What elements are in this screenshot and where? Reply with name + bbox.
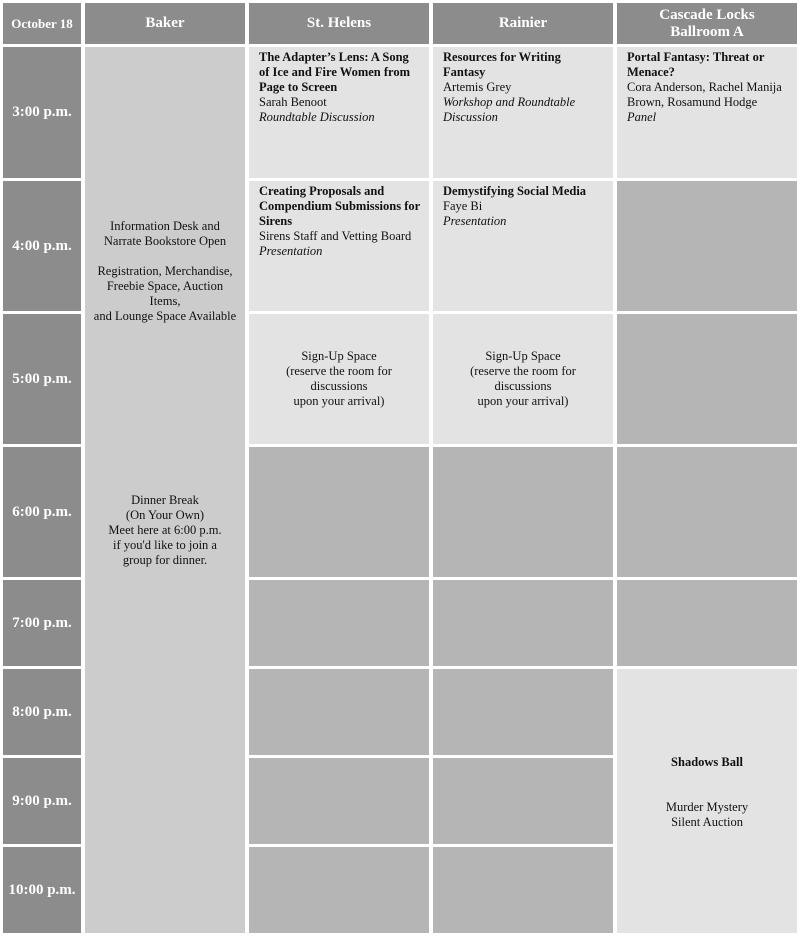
empty-cell-rainier-7pm: [433, 580, 613, 666]
signup-line3: upon your arrival): [293, 394, 385, 408]
cascade-header-line2: Ballroom A: [670, 23, 744, 40]
session-rainier-4pm: [433, 181, 613, 311]
room-header-cascade-locks: [617, 3, 797, 44]
session-presenter: Sirens Staff and Vetting Board: [259, 229, 412, 243]
baker-info-line5: and Lounge Space Available: [93, 309, 237, 323]
empty-cell-st-helens-7pm: [249, 580, 429, 666]
baker-info-block: [85, 219, 245, 324]
room-header-st-helens: St. Helens: [249, 3, 429, 44]
room-header-rainier: Rainier: [433, 3, 613, 44]
ball-title: Shadows Ball: [671, 755, 743, 769]
baker-column: [85, 47, 245, 933]
empty-cell-st-helens-8pm: [249, 669, 429, 755]
empty-cell-rainier-8pm: [433, 669, 613, 755]
empty-cell-st-helens-6pm: [249, 447, 429, 577]
ball-content: [617, 755, 797, 830]
signup-line2: (reserve the room for discussions: [470, 364, 576, 393]
session-title: Portal Fantasy: Threat or Menace?: [627, 50, 765, 79]
session-title: Resources for Writing Fantasy: [443, 50, 561, 79]
empty-cell-cascade-5pm: [617, 314, 797, 444]
time-slot-5pm: 5:00 p.m.: [3, 314, 81, 444]
signup-line1: Sign-Up Space: [485, 349, 561, 363]
session-format: Roundtable Discussion: [259, 110, 375, 124]
empty-cell-cascade-7pm: [617, 580, 797, 666]
signup-line3: upon your arrival): [477, 394, 569, 408]
session-st-helens-3pm: [249, 47, 429, 178]
time-slot-9pm: 9:00 p.m.: [3, 758, 81, 844]
time-slot-8pm: 8:00 p.m.: [3, 669, 81, 755]
session-presenter: Faye Bi: [443, 199, 483, 213]
dinner-line2: (On Your Own): [125, 508, 205, 522]
time-slot-3pm: 3:00 p.m.: [3, 47, 81, 178]
empty-cell-st-helens-9pm: [249, 758, 429, 844]
ball-line1: Murder Mystery: [665, 800, 749, 814]
time-slot-7pm: 7:00 p.m.: [3, 580, 81, 666]
session-title: Creating Proposals and Compendium Submissions for Sirens: [259, 184, 420, 228]
time-slot-4pm: 4:00 p.m.: [3, 181, 81, 311]
shadows-ball-event: [617, 669, 797, 933]
signup-rainier-5pm: [433, 314, 613, 444]
session-st-helens-4pm: [249, 181, 429, 311]
session-format: Presentation: [259, 244, 323, 258]
signup-line1: Sign-Up Space: [301, 349, 377, 363]
session-presenter: Artemis Grey: [443, 80, 512, 94]
dinner-line4: if you'd like to join a: [113, 538, 217, 552]
session-format: Workshop and Roundtable Discussion: [443, 95, 576, 124]
baker-dinner-block: [85, 493, 245, 568]
room-header-baker: Baker: [85, 3, 245, 44]
ball-line2: Silent Auction: [671, 815, 743, 829]
time-slot-10pm: 10:00 p.m.: [3, 847, 81, 933]
session-format: Panel: [627, 110, 657, 124]
baker-info-line4: Freebie Space, Auction Items,: [106, 279, 224, 308]
session-presenter: Sarah Benoot: [259, 95, 327, 109]
signup-st-helens-5pm: [249, 314, 429, 444]
baker-info-line2: Narrate Bookstore Open: [103, 234, 227, 248]
dinner-line5: group for dinner.: [122, 553, 208, 567]
signup-line2: (reserve the room for discussions: [286, 364, 392, 393]
empty-cell-rainier-9pm: [433, 758, 613, 844]
time-slot-6pm: 6:00 p.m.: [3, 447, 81, 577]
empty-cell-rainier-6pm: [433, 447, 613, 577]
empty-cell-cascade-4pm: [617, 181, 797, 311]
baker-info-line3: Registration, Merchandise,: [97, 264, 233, 278]
empty-cell-cascade-6pm: [617, 447, 797, 577]
session-title: Demystifying Social Media: [443, 184, 587, 198]
baker-info-line1: Information Desk and: [110, 219, 220, 233]
dinner-line3: Meet here at 6:00 p.m.: [108, 523, 222, 537]
session-presenter: Cora Anderson, Rachel Manija Brown, Rosamund Hodge: [627, 80, 782, 109]
cascade-header-line1: Cascade Locks: [659, 6, 755, 23]
session-rainier-3pm: [433, 47, 613, 178]
date-header: October 18: [3, 3, 81, 44]
empty-cell-rainier-10pm: [433, 847, 613, 933]
session-cascade-3pm: [617, 47, 797, 178]
empty-cell-st-helens-10pm: [249, 847, 429, 933]
session-format: Presentation: [443, 214, 507, 228]
dinner-line1: Dinner Break: [131, 493, 199, 507]
session-title: The Adapter’s Lens: A Song of Ice and Fire Women from Page to Screen: [259, 50, 411, 94]
